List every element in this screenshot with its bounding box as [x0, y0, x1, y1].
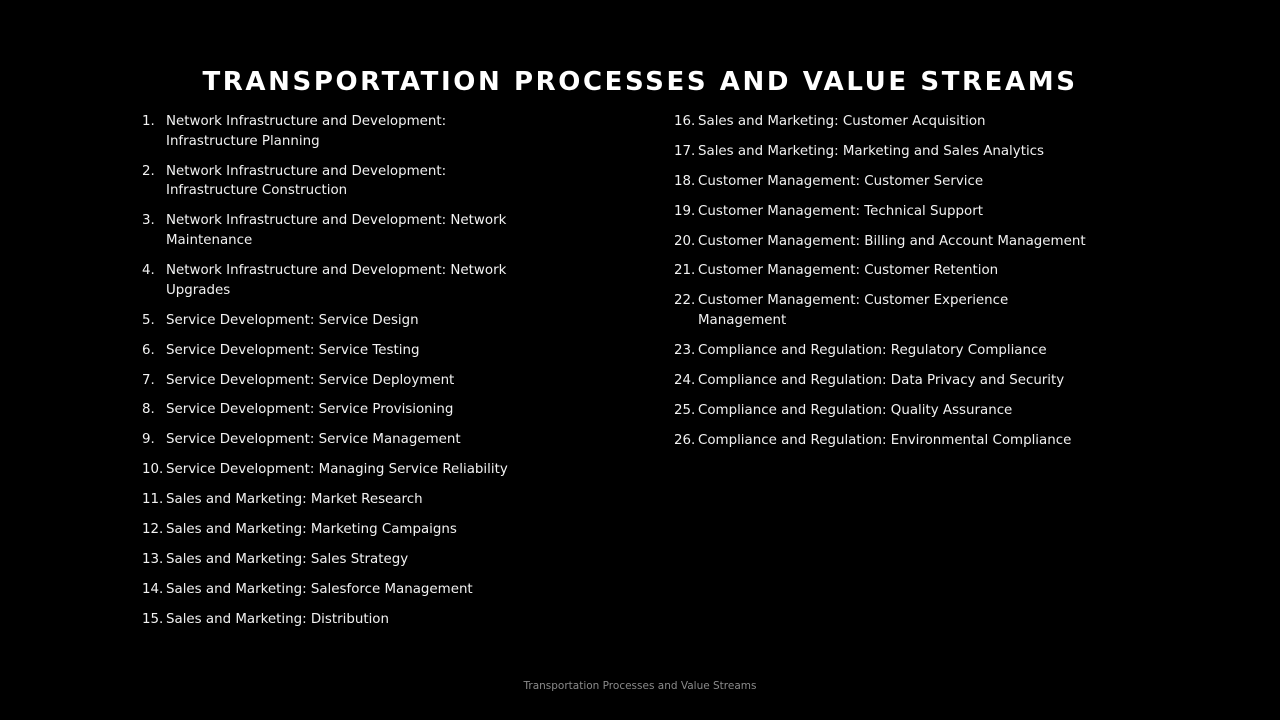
item-text: Sales and Marketing: Salesforce Management	[166, 581, 473, 597]
item-number: 13.	[142, 551, 164, 567]
item-number: 2.	[142, 163, 155, 179]
item-number: 25.	[674, 402, 696, 418]
item-text: Network Infrastructure and Development: Infrastructure Construction	[166, 163, 447, 199]
item-number: 3.	[142, 213, 155, 229]
item-number: 1.	[142, 114, 155, 129]
item-number: 24.	[674, 372, 696, 388]
item-number: 19.	[674, 203, 696, 219]
list-item	[142, 162, 537, 202]
item-text: Customer Management: Customer Service	[698, 173, 984, 189]
item-text: Service Development: Service Design	[166, 312, 419, 328]
item-text: Service Development: Service Provisioning	[166, 402, 454, 418]
item-number: 9.	[142, 432, 155, 448]
item-text: Compliance and Regulation: Regulatory Compliance	[698, 343, 1047, 359]
list-item	[142, 490, 537, 510]
item-number: 15.	[142, 611, 164, 627]
item-number: 4.	[142, 263, 155, 279]
list-item	[142, 211, 537, 251]
process-list-left	[142, 112, 537, 640]
item-number: 7.	[142, 372, 155, 388]
list-item	[142, 550, 537, 570]
item-text: Service Development: Service Deployment	[166, 372, 455, 388]
list-item	[674, 261, 1094, 281]
item-text: Customer Management: Customer Retention	[698, 263, 999, 279]
list-item	[674, 172, 1094, 192]
list-item	[142, 261, 537, 301]
item-text: Sales and Marketing: Market Research	[166, 492, 423, 508]
item-number: 21.	[674, 263, 696, 279]
list-item	[142, 311, 537, 331]
item-text: Sales and Marketing: Distribution	[166, 611, 389, 627]
item-number: 14.	[142, 581, 164, 597]
item-text: Sales and Marketing: Customer Acquisition	[698, 114, 986, 129]
item-text: Service Development: Service Management	[166, 432, 461, 448]
item-text: Service Development: Service Testing	[166, 342, 420, 358]
item-number: 8.	[142, 402, 155, 418]
list-item	[674, 371, 1094, 391]
list-item	[674, 341, 1094, 361]
item-text: Service Development: Managing Service Reliability	[166, 462, 508, 478]
item-text: Sales and Marketing: Marketing Campaigns	[166, 521, 457, 537]
list-item	[674, 112, 1094, 132]
list-item	[142, 371, 537, 391]
item-text: Sales and Marketing: Marketing and Sales Analytics	[698, 143, 1044, 159]
slide-footer: Transportation Processes and Value Streams	[523, 680, 757, 692]
list-item	[674, 142, 1094, 162]
item-number: 10.	[142, 462, 164, 478]
item-text: Network Infrastructure and Development: Infrastructure Planning	[166, 114, 447, 149]
list-item	[142, 112, 537, 152]
item-number: 6.	[142, 342, 155, 358]
item-number: 26.	[674, 432, 696, 448]
item-text: Network Infrastructure and Development: Network Upgrades	[166, 263, 507, 298]
process-list-right	[674, 112, 1094, 461]
list-item	[142, 580, 537, 600]
item-text: Compliance and Regulation: Environmental Compliance	[698, 432, 1072, 448]
list-item	[674, 431, 1094, 451]
item-number: 16.	[674, 114, 696, 129]
item-number: 22.	[674, 293, 696, 309]
item-number: 18.	[674, 173, 696, 189]
item-text: Sales and Marketing: Sales Strategy	[166, 551, 409, 567]
item-text: Compliance and Regulation: Data Privacy and Security	[698, 372, 1065, 388]
item-number: 11.	[142, 492, 164, 508]
item-text: Compliance and Regulation: Quality Assurance	[698, 402, 1013, 418]
list-item	[142, 400, 537, 420]
item-number: 12.	[142, 521, 164, 537]
item-text: Network Infrastructure and Development: Network Maintenance	[166, 213, 507, 249]
list-item	[142, 460, 537, 480]
list-item	[142, 520, 537, 540]
item-number: 17.	[674, 143, 696, 159]
slide-title: TRANSPORTATION PROCESSES AND VALUE STREAMS	[202, 67, 1078, 98]
item-number: 5.	[142, 312, 155, 328]
list-item	[674, 232, 1094, 252]
list-item	[142, 430, 537, 450]
list-item	[674, 291, 1094, 331]
item-number: 23.	[674, 343, 696, 359]
item-text: Customer Management: Billing and Account Management	[698, 233, 1086, 249]
item-text: Customer Management: Technical Support	[698, 203, 983, 219]
item-number: 20.	[674, 233, 696, 249]
list-item	[142, 610, 537, 630]
list-item	[142, 341, 537, 361]
list-item	[674, 202, 1094, 222]
item-text: Customer Management: Customer Experience Management	[698, 293, 1009, 329]
list-item	[674, 401, 1094, 421]
